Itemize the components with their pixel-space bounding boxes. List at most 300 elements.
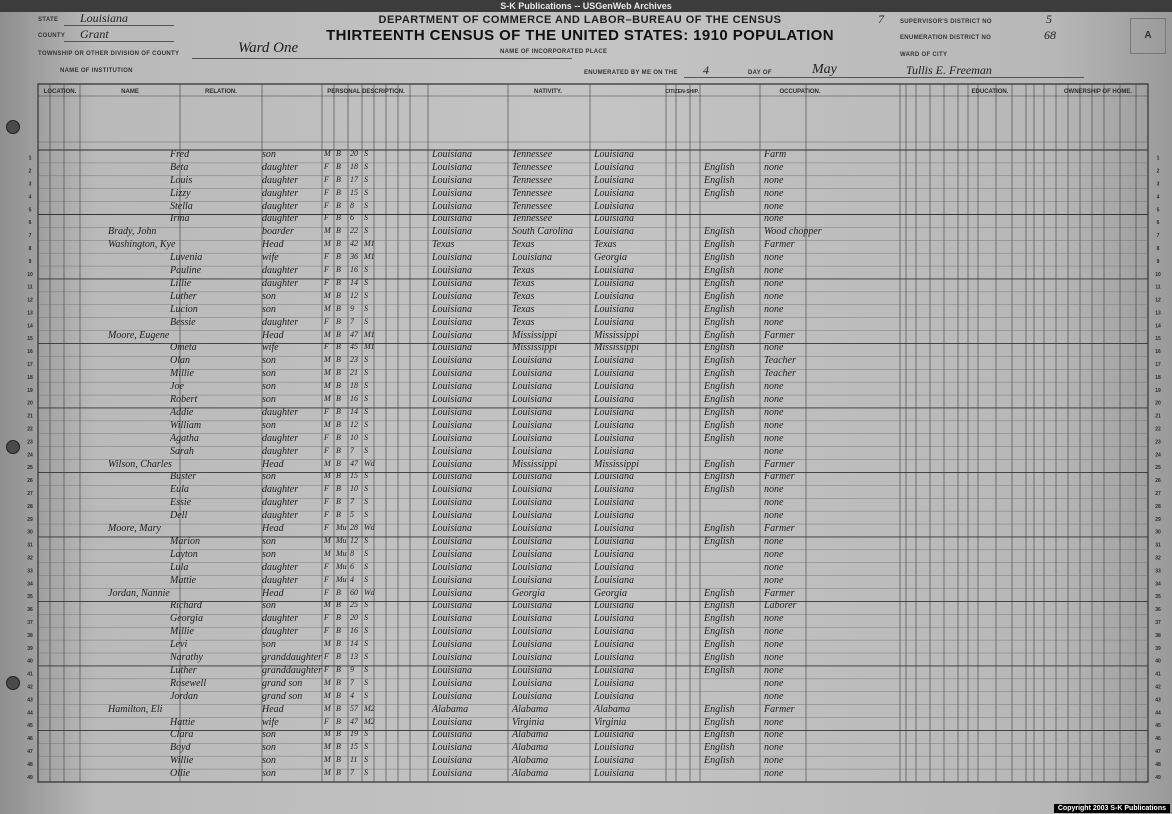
race-cell: B (336, 484, 341, 494)
language-cell: English (704, 664, 735, 676)
occupation-cell: none (764, 432, 784, 444)
ownership-header: OWNERSHIP OF HOME. (1063, 89, 1133, 95)
language-cell: English (704, 161, 735, 173)
age-cell: 36 (350, 252, 358, 262)
binder-hole (6, 120, 20, 134)
mother-birthplace-cell: Texas (594, 239, 617, 251)
sex-cell: F (324, 213, 329, 223)
father-birthplace-cell: Alabama (512, 703, 549, 715)
sex-cell: F (324, 406, 329, 416)
father-birthplace-cell: Louisiana (512, 561, 553, 573)
birthplace-cell: Louisiana (432, 213, 473, 225)
birthplace-cell: Louisiana (432, 161, 473, 173)
row-number: 48 (1155, 761, 1161, 768)
father-birthplace-cell: Texas (512, 239, 535, 251)
sex-cell: F (324, 342, 329, 352)
race-cell: B (336, 600, 341, 610)
row-number: 24 (1155, 452, 1161, 459)
race-cell: B (336, 200, 341, 210)
row-number: 27 (1155, 491, 1161, 498)
race-cell: Mu (336, 574, 347, 584)
mother-birthplace-cell: Louisiana (594, 316, 635, 328)
race-cell: B (336, 239, 341, 249)
marital-cell: S (364, 626, 368, 636)
relation-cell: daughter (262, 613, 299, 625)
race-cell: B (336, 419, 341, 429)
row-number: 48 (27, 761, 33, 768)
relation-cell: son (262, 535, 276, 547)
sex-cell: F (324, 587, 329, 597)
race-cell: B (336, 161, 341, 171)
race-cell: B (336, 432, 341, 442)
sex-cell: M (324, 548, 331, 558)
occupation-cell: Teacher (764, 368, 796, 380)
relation-cell: daughter (262, 497, 299, 509)
marital-cell: S (364, 690, 368, 700)
mother-birthplace-cell: Louisiana (594, 161, 635, 173)
marital-cell: S (364, 574, 368, 584)
ward-label: WARD OF CITY (900, 52, 948, 58)
month-value: May (812, 62, 837, 77)
father-birthplace-cell: Louisiana (512, 690, 553, 702)
occupation-cell: none (764, 316, 784, 328)
mother-birthplace-cell: Louisiana (594, 213, 635, 225)
mother-birthplace-cell: Louisiana (594, 406, 635, 418)
race-cell: B (336, 368, 341, 378)
birthplace-cell: Louisiana (432, 432, 473, 444)
row-number: 26 (1155, 478, 1161, 485)
birthplace-cell: Louisiana (432, 458, 473, 470)
relation-cell: daughter (262, 445, 299, 457)
birthplace-cell: Louisiana (432, 652, 473, 664)
mother-birthplace-cell: Louisiana (594, 664, 635, 676)
relation-cell: Head (262, 523, 284, 535)
relation-cell: daughter (262, 277, 299, 289)
marital-cell: S (364, 768, 368, 778)
race-cell: B (336, 768, 341, 778)
sex-cell: M (324, 226, 331, 236)
row-number: 39 (1155, 645, 1161, 652)
father-birthplace-cell: Tennessee (512, 187, 553, 199)
father-birthplace-cell: Tennessee (512, 200, 553, 212)
sex-cell: M (324, 368, 331, 378)
mother-birthplace-cell: Mississippi (594, 342, 640, 354)
row-number: 7 (1156, 233, 1160, 240)
birthplace-cell: Louisiana (432, 200, 473, 212)
race-cell: B (336, 445, 341, 455)
father-birthplace-cell: Louisiana (512, 677, 553, 689)
marital-cell: S (364, 316, 368, 326)
father-birthplace-cell: Louisiana (512, 600, 553, 612)
relation-cell: Head (262, 329, 284, 341)
occupation-cell: none (764, 755, 784, 767)
mother-birthplace-cell: Louisiana (594, 381, 635, 393)
relation-cell: wife (262, 252, 279, 264)
name-cell: Washington, Kye (108, 239, 176, 251)
row-number: 41 (27, 671, 33, 678)
language-cell: English (704, 716, 735, 728)
name-cell: Louis (170, 174, 193, 186)
occupation-cell: none (764, 716, 784, 728)
race-cell: Mu (336, 523, 347, 533)
occupation-cell: Wood chopper (764, 226, 822, 238)
birthplace-cell: Louisiana (432, 226, 473, 238)
marital-cell: S (364, 355, 368, 365)
name-cell: Sarah (170, 445, 194, 457)
name-cell: Wilson, Charles (108, 458, 172, 470)
birthplace-cell: Louisiana (432, 729, 473, 741)
birthplace-cell: Louisiana (432, 755, 473, 767)
language-cell: English (704, 252, 735, 264)
occupation-cell: none (764, 677, 784, 689)
row-number: 4 (1156, 194, 1160, 201)
birthplace-cell: Louisiana (432, 626, 473, 638)
age-cell: 6 (350, 213, 354, 223)
occupation-cell: Laborer (764, 600, 797, 612)
father-birthplace-cell: Louisiana (512, 252, 553, 264)
sex-cell: F (324, 174, 329, 184)
mother-birthplace-cell: Louisiana (594, 290, 635, 302)
row-number: 13 (27, 310, 33, 317)
father-birthplace-cell: Louisiana (512, 368, 553, 380)
race-cell: B (336, 729, 341, 739)
name-cell: Narathy (170, 652, 203, 664)
row-number: 25 (27, 465, 33, 472)
row-number: 5 (28, 207, 32, 214)
marital-cell: S (364, 639, 368, 649)
father-birthplace-cell: Louisiana (512, 613, 553, 625)
name-cell: Pauline (170, 265, 202, 277)
name-cell: Luvenia (170, 252, 203, 264)
mother-birthplace-cell: Louisiana (594, 523, 635, 535)
relation-cell: son (262, 768, 276, 780)
row-number: 10 (1155, 271, 1161, 278)
row-number: 30 (27, 529, 33, 536)
language-cell: English (704, 587, 735, 599)
marital-cell: S (364, 368, 368, 378)
name-cell: William (170, 419, 202, 431)
relation-cell: wife (262, 716, 279, 728)
row-number: 30 (1155, 529, 1161, 536)
row-number: 17 (27, 362, 33, 369)
row-number: 43 (27, 697, 33, 704)
row-number: 8 (28, 245, 32, 252)
relation-cell: son (262, 742, 276, 754)
relation-cell: son (262, 355, 276, 367)
language-cell: English (704, 187, 735, 199)
race-cell: B (336, 226, 341, 236)
occupation-cell: Farmer (764, 703, 795, 715)
race-cell: B (336, 174, 341, 184)
marital-cell: M2 (364, 703, 375, 713)
language-cell: English (704, 703, 735, 715)
father-birthplace-cell: South Carolina (512, 226, 574, 238)
marital-cell: S (364, 406, 368, 416)
relation-cell: Head (262, 703, 284, 715)
age-cell: 16 (350, 626, 358, 636)
birthplace-cell: Louisiana (432, 587, 473, 599)
mother-birthplace-cell: Louisiana (594, 471, 635, 483)
father-birthplace-cell: Louisiana (512, 484, 553, 496)
name-cell: Hamilton, Eli (108, 703, 163, 715)
relation-cell: daughter (262, 484, 299, 496)
marital-cell: S (364, 497, 368, 507)
occupation-cell: none (764, 768, 784, 780)
age-cell: 47 (350, 716, 358, 726)
binder-hole (6, 440, 20, 454)
name-cell: Millie (170, 626, 194, 638)
name-cell: Levi (170, 639, 188, 651)
sex-cell: M (324, 290, 331, 300)
occupation-cell: none (764, 497, 784, 509)
sex-cell: F (324, 523, 329, 533)
relation-cell: wife (262, 342, 279, 354)
sex-cell: M (324, 149, 331, 158)
age-cell: 10 (350, 484, 358, 494)
row-number: 23 (1155, 439, 1161, 446)
mother-birthplace-cell: Louisiana (594, 561, 635, 573)
name-cell: Moore, Eugene (108, 329, 170, 341)
relation-cell: daughter (262, 574, 299, 586)
sex-cell: F (324, 252, 329, 262)
occupation-cell: none (764, 613, 784, 625)
language-cell: English (704, 394, 735, 406)
row-number: 11 (27, 284, 33, 291)
mother-birthplace-cell: Louisiana (594, 755, 635, 767)
sex-cell: F (324, 161, 329, 171)
race-cell: B (336, 213, 341, 223)
row-number: 27 (27, 491, 33, 498)
row-number: 3 (1156, 181, 1160, 188)
birthplace-cell: Louisiana (432, 677, 473, 689)
occupation-cell: none (764, 729, 784, 741)
relation-cell: daughter (262, 626, 299, 638)
occupation-cell: none (764, 484, 784, 496)
race-cell: B (336, 316, 341, 326)
township-value: Ward One (238, 40, 299, 56)
birthplace-cell: Louisiana (432, 265, 473, 277)
marital-cell: S (364, 664, 368, 674)
age-cell: 16 (350, 394, 358, 404)
marital-cell: M1 (364, 342, 375, 352)
row-number: 29 (27, 516, 33, 523)
name-cell: Buster (170, 471, 197, 483)
marital-cell: S (364, 729, 368, 739)
marital-cell: S (364, 432, 368, 442)
race-cell: B (336, 755, 341, 765)
row-number: 29 (1155, 516, 1161, 523)
row-number: 16 (1155, 349, 1161, 356)
occupation-cell: none (764, 652, 784, 664)
row-number: 11 (1155, 284, 1161, 291)
birthplace-cell: Louisiana (432, 523, 473, 535)
row-number: 5 (1156, 207, 1160, 214)
father-birthplace-cell: Georgia (512, 587, 545, 599)
race-cell: B (336, 149, 341, 158)
sex-cell: M (324, 303, 331, 313)
relation-header: RELATION. (205, 89, 237, 95)
marital-cell: S (364, 561, 368, 571)
row-number: 46 (1155, 736, 1161, 743)
age-cell: 19 (350, 729, 358, 739)
birthplace-cell: Louisiana (432, 471, 473, 483)
row-number: 31 (27, 542, 33, 549)
race-cell: B (336, 187, 341, 197)
father-birthplace-cell: Louisiana (512, 406, 553, 418)
occupation-cell: Farmer (764, 587, 795, 599)
father-birthplace-cell: Alabama (512, 742, 549, 754)
enumeration-label: ENUMERATION DISTRICT NO (900, 35, 992, 41)
mother-birthplace-cell: Louisiana (594, 639, 635, 651)
row-number: 44 (27, 710, 33, 717)
relation-cell: daughter (262, 174, 299, 186)
row-number: 38 (27, 632, 33, 639)
row-number: 1 (1156, 155, 1160, 162)
district-value: 68 (1044, 28, 1056, 42)
race-cell: B (336, 626, 341, 636)
birthplace-cell: Louisiana (432, 187, 473, 199)
father-birthplace-cell: Louisiana (512, 471, 553, 483)
sex-cell: M (324, 471, 331, 481)
birthplace-cell: Louisiana (432, 639, 473, 651)
mother-birthplace-cell: Louisiana (594, 742, 635, 754)
row-number: 33 (27, 568, 33, 575)
marital-cell: S (364, 535, 368, 545)
supervisor-value: 5 (1046, 12, 1052, 26)
father-birthplace-cell: Louisiana (512, 626, 553, 638)
father-birthplace-cell: Mississippi (512, 458, 558, 470)
relation-cell: son (262, 394, 276, 406)
race-cell: B (336, 497, 341, 507)
row-number: 28 (1155, 503, 1161, 510)
row-number: 23 (27, 439, 33, 446)
sex-cell: F (324, 716, 329, 726)
age-cell: 10 (350, 432, 358, 442)
race-cell: B (336, 303, 341, 313)
row-number: 13 (1155, 310, 1161, 317)
language-cell: English (704, 755, 735, 767)
occupation-cell: none (764, 252, 784, 264)
age-cell: 4 (350, 574, 354, 584)
birthplace-cell: Louisiana (432, 574, 473, 586)
sex-cell: M (324, 394, 331, 404)
birthplace-cell: Louisiana (432, 342, 473, 354)
language-cell: English (704, 226, 735, 238)
sex-cell: F (324, 277, 329, 287)
father-birthplace-cell: Texas (512, 265, 535, 277)
marital-cell: S (364, 755, 368, 765)
age-cell: 7 (350, 445, 354, 455)
father-birthplace-cell: Louisiana (512, 664, 553, 676)
mother-birthplace-cell: Louisiana (594, 652, 635, 664)
sex-cell: F (324, 445, 329, 455)
age-cell: 16 (350, 265, 358, 275)
birthplace-cell: Louisiana (432, 548, 473, 560)
age-cell: 7 (350, 768, 354, 778)
mother-birthplace-cell: Louisiana (594, 174, 635, 186)
race-cell: B (336, 677, 341, 687)
relation-cell: Head (262, 458, 284, 470)
name-cell: Richard (170, 600, 202, 612)
birthplace-cell: Louisiana (432, 510, 473, 522)
age-cell: 4 (350, 690, 354, 700)
row-number: 36 (1155, 607, 1161, 614)
marital-cell: M1 (364, 252, 375, 262)
row-number: 42 (27, 684, 33, 691)
father-birthplace-cell: Louisiana (512, 574, 553, 586)
row-number: 43 (1155, 697, 1161, 704)
language-cell: English (704, 613, 735, 625)
mother-birthplace-cell: Louisiana (594, 574, 635, 586)
sex-cell: F (324, 510, 329, 520)
marital-cell: S (364, 471, 368, 481)
language-cell: English (704, 652, 735, 664)
row-number: 25 (1155, 465, 1161, 472)
sex-cell: M (324, 419, 331, 429)
age-cell: 17 (350, 174, 358, 184)
father-birthplace-cell: Louisiana (512, 419, 553, 431)
occupation-cell: none (764, 290, 784, 302)
age-cell: 12 (350, 535, 358, 545)
relation-cell: daughter (262, 561, 299, 573)
language-cell: English (704, 406, 735, 418)
father-birthplace-cell: Texas (512, 277, 535, 289)
race-cell: B (336, 742, 341, 752)
age-cell: 57 (350, 703, 358, 713)
occupation-cell: none (764, 535, 784, 547)
mother-birthplace-cell: Louisiana (594, 368, 635, 380)
birthplace-cell: Louisiana (432, 419, 473, 431)
language-cell: English (704, 742, 735, 754)
father-birthplace-cell: Mississippi (512, 329, 558, 341)
relation-cell: son (262, 303, 276, 315)
row-number: 6 (28, 220, 32, 227)
marital-cell: S (364, 213, 368, 223)
occupation-cell: Farmer (764, 239, 795, 251)
father-birthplace-cell: Louisiana (512, 523, 553, 535)
mother-birthplace-cell: Louisiana (594, 277, 635, 289)
language-cell: English (704, 265, 735, 277)
row-number: 45 (27, 723, 33, 730)
father-birthplace-cell: Louisiana (512, 432, 553, 444)
sex-cell: F (324, 626, 329, 636)
age-cell: 18 (350, 161, 358, 171)
occupation-cell: none (764, 277, 784, 289)
birthplace-cell: Louisiana (432, 613, 473, 625)
day-value: 4 (703, 63, 709, 77)
sheet-number: 7 (878, 12, 884, 26)
birthplace-cell: Louisiana (432, 561, 473, 573)
row-number: 17 (1155, 362, 1161, 369)
age-cell: 7 (350, 316, 354, 326)
name-cell: Layton (170, 548, 198, 560)
birthplace-cell: Alabama (432, 703, 469, 715)
age-cell: 25 (350, 600, 358, 610)
race-cell: B (336, 355, 341, 365)
mother-birthplace-cell: Mississippi (594, 329, 640, 341)
row-number: 15 (27, 336, 33, 343)
occupation-cell: none (764, 639, 784, 651)
occupation-cell: Farmer (764, 458, 795, 470)
mother-birthplace-cell: Louisiana (594, 677, 635, 689)
race-cell: B (336, 381, 341, 391)
sex-cell: F (324, 316, 329, 326)
race-cell: Mu (336, 548, 347, 558)
row-number: 24 (27, 452, 33, 459)
marital-cell: S (364, 381, 368, 391)
top-banner: S-K Publications -- USGenWeb Archives (0, 0, 1172, 12)
relation-cell: son (262, 729, 276, 741)
